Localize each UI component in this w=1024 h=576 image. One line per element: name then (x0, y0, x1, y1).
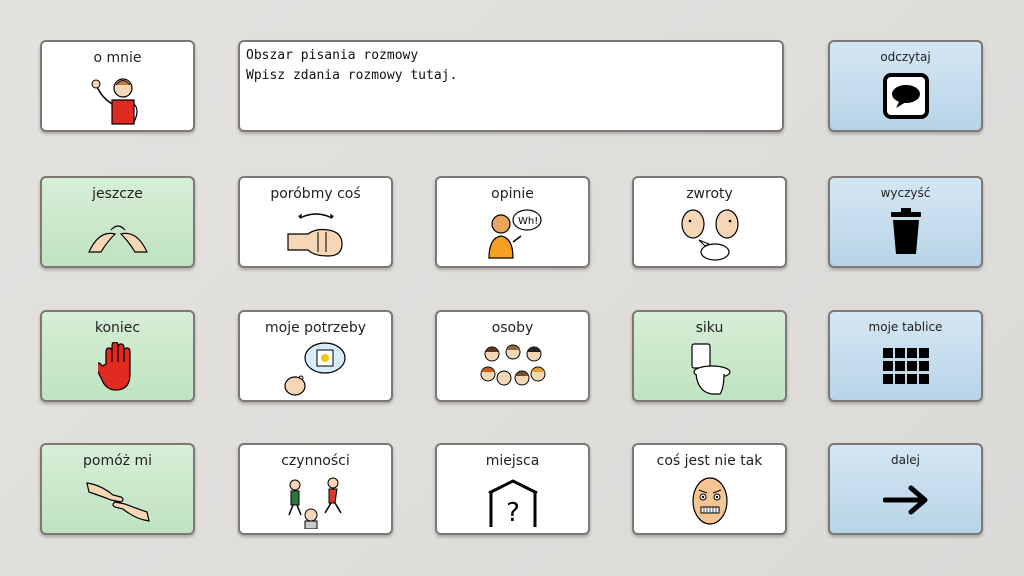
cell-label: moje tablice (868, 320, 943, 334)
cell-opinie[interactable] (435, 176, 590, 268)
sentence-area[interactable] (238, 40, 784, 132)
cell-label: pomóż mi (83, 453, 152, 469)
cell-label: moje potrzeby (265, 320, 366, 336)
activities-people-icon (281, 475, 351, 529)
cell-wyczysc[interactable] (828, 176, 983, 268)
sentence-line-2: Wpisz zdania rozmowy tutaj. (246, 68, 458, 83)
cell-cos-jest-nie-tak[interactable] (632, 443, 787, 535)
helping-hands-icon (83, 477, 153, 527)
group-people-icon (478, 342, 548, 396)
cell-o-mnie[interactable] (40, 40, 195, 132)
cell-label: coś jest nie tak (656, 453, 763, 469)
fist-action-icon (284, 208, 348, 262)
cell-czynnosci[interactable] (238, 443, 393, 535)
cell-miejsca[interactable] (435, 443, 590, 535)
toilet-icon (688, 342, 732, 396)
trash-bin-icon (886, 208, 926, 256)
stop-hand-icon (98, 342, 138, 394)
worried-face-icon (690, 475, 730, 527)
svg-text:Wh!: Wh! (517, 216, 538, 227)
cell-label: odczytaj (880, 50, 931, 64)
cell-dalej[interactable] (828, 443, 983, 535)
svg-text:?: ? (505, 498, 520, 528)
cell-label: miejsca (485, 453, 540, 469)
cell-label: zwroty (686, 186, 733, 202)
cell-osoby[interactable] (435, 310, 590, 402)
place-question-icon (485, 477, 541, 529)
cell-label: wyczyść (880, 186, 931, 200)
cell-moje-tablice[interactable] (828, 310, 983, 402)
cell-label: czynności (281, 453, 350, 469)
cell-label: siku (695, 320, 724, 336)
cell-label: dalej (890, 453, 921, 467)
cell-label: osoby (491, 320, 534, 336)
cell-label: jeszcze (92, 186, 143, 202)
cell-odczytaj[interactable] (828, 40, 983, 132)
cell-pomoz-mi[interactable] (40, 443, 195, 535)
cell-label: o mnie (93, 50, 142, 66)
person-opinion-icon (481, 208, 545, 262)
thinking-needs-icon (281, 340, 351, 396)
cell-label: opinie (491, 186, 534, 202)
cell-moje-potrzeby[interactable] (238, 310, 393, 402)
more-sign-hands-icon (83, 212, 153, 262)
cell-label: poróbmy coś (270, 186, 361, 202)
person-pointing-self-icon (88, 76, 148, 126)
cell-siku[interactable] (632, 310, 787, 402)
cell-zwroty[interactable] (632, 176, 787, 268)
grid-icon (883, 348, 929, 384)
cell-jeszcze[interactable] (40, 176, 195, 268)
speech-bubble-icon (882, 72, 930, 120)
sentence-line-1: Obszar pisania rozmowy (246, 48, 419, 63)
cell-koniec[interactable] (40, 310, 195, 402)
cell-label: koniec (94, 320, 141, 336)
arrow-right-icon (883, 485, 929, 515)
two-faces-talking-icon (675, 206, 745, 262)
cell-porobmy-cos[interactable] (238, 176, 393, 268)
